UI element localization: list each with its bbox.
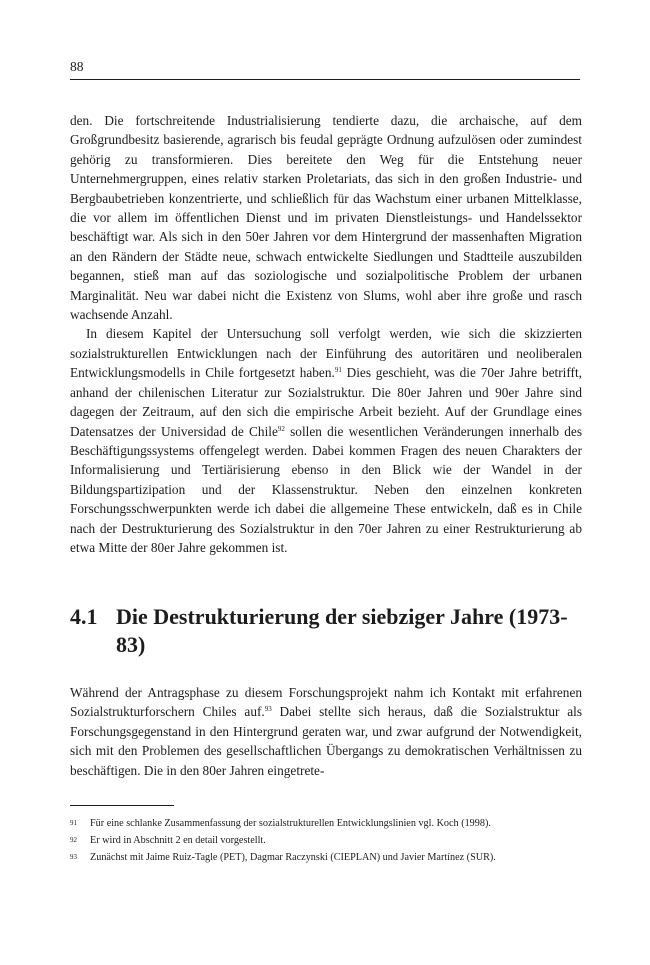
paragraph-2-part-2: Dies geschieht, was die 70er Jahre betrifft, anhand der chilenischen Literatur zur Sozialstruktur. Die 80er Jahren und 90er Jahre sind dagegen der Zeitraum, auf den sich die empirische Arbeit bezieht. Auf der Grundlage eines Datensatzes der Universidad de Chile	[70, 365, 582, 439]
paragraph-3	[70, 683, 582, 780]
footnote-text: Er wird in Abschnitt 2 en detail vorgestellt.	[90, 835, 266, 846]
footnote-ref-92: 92	[277, 424, 285, 433]
footnote-mark: 93	[70, 853, 77, 861]
paragraph-2	[70, 324, 582, 557]
footnote-92	[70, 834, 582, 848]
page-number: 88	[70, 59, 84, 74]
footnote-ref-93: 93	[264, 705, 272, 714]
section-number: 4.1	[70, 604, 98, 629]
paragraph-2-part-1: In diesem Kapitel der Untersuchung soll verfolgt werden, wie sich die skizzierten sozialstrukturellen Entwicklungen nach der Einführung des autoritären und neoliberalen Entwicklungsmodells in Chile fortgesetzt haben.	[70, 326, 582, 381]
footnote-91	[70, 817, 582, 831]
section-heading	[70, 603, 582, 659]
paragraph-3-part-2: Dabei stellte sich heraus, daß die Sozialstruktur als Forschungsgegenstand in den Hintergrund geraten war, und zwar aufgrund der Notwendigkeit, sich mit den Problemen des gesellschaftlichen Übergangs zu demokratischen Verhältnissen zu beschäftigen. Die in den 80er Jahren eingetrete-	[70, 704, 583, 778]
footnotes	[70, 817, 582, 868]
header-rule	[70, 79, 580, 80]
paragraph-2-part-3: sollen die wesentlichen Veränderungen innerhalb des Beschäftigungssystems offengelegt werden. Dabei kommen Fragen des neuen Charakters der Informalisierung und Tertiärisierung ebenso in den Blick wie der Wandel in der Bildungspartizipation und der Klassenstruktur. Neben den einzelnen konkreten Forschungsschwerpunkten werde ich dabei die allgemeine These entwickeln, daß es in Chile nach der Destrukturierung des Sozialstruktur in den 70er Jahren zu einer Restrukturierung ab etwa Mitte der 80er Jahre gekommen ist.	[70, 423, 583, 555]
footnote-mark: 92	[70, 836, 77, 844]
footnote-ref-91: 91	[334, 366, 342, 375]
footnote-mark: 91	[70, 819, 77, 827]
footnote-rule	[70, 805, 174, 806]
paragraph-1: den. Die fortschreitende Industrialisierung tendierte dazu, die archaische, auf dem Großgrundbesitz basierende, agrarisch bis feudal geprägte Ordnung aufzulösen oder zumindest gehörig zu transformieren. Dies bereitete den Weg für die Entstehung neuer Unternehmergruppen, eines relativ starken Proletariats, das sich in den großen Industrie- und Bergbaubetrieben konzentrierte, und schließlich für das Wachstum einer urbanen Mittelklasse, die vor allem im öffentlichen Dienst und im privaten Dienstleistungs- und Handelssektor beschäftigt war. Als sich in den 50er Jahren vor dem Hintergrund der massenhaften Migration an den Rändern der Städte neue, schwach entwickelte Siedlungen und Stadtteile auszubilden begannen, stieß man auf das soziologische und sozialpolitische Problem der urbanen Marginalität. Neu war dabei nicht die Existenz von Slums, wohl aber ihre große und rasch wachsende Anzahl.	[70, 113, 582, 323]
footnote-text: Zunächst mit Jaime Ruiz-Tagle (PET), Dagmar Raczynski (CIEPLAN) und Javier Martínez (SUR).	[90, 852, 496, 863]
section-title: Die Destrukturierung der siebziger Jahre (1973-83)	[116, 604, 568, 657]
footnote-93	[70, 851, 582, 865]
paragraph-3-part-1: Während der Antragsphase zu diesem Forschungsprojekt nahm ich Kontakt mit erfahrenen Sozialstrukturforschern Chiles auf.	[70, 685, 582, 720]
body-text-bottom	[70, 683, 582, 780]
footnote-text: Für eine schlanke Zusammenfassung der sozialstrukturellen Entwicklungslinien vgl. Koch (1998).	[90, 818, 491, 829]
body-text-top	[70, 111, 582, 557]
